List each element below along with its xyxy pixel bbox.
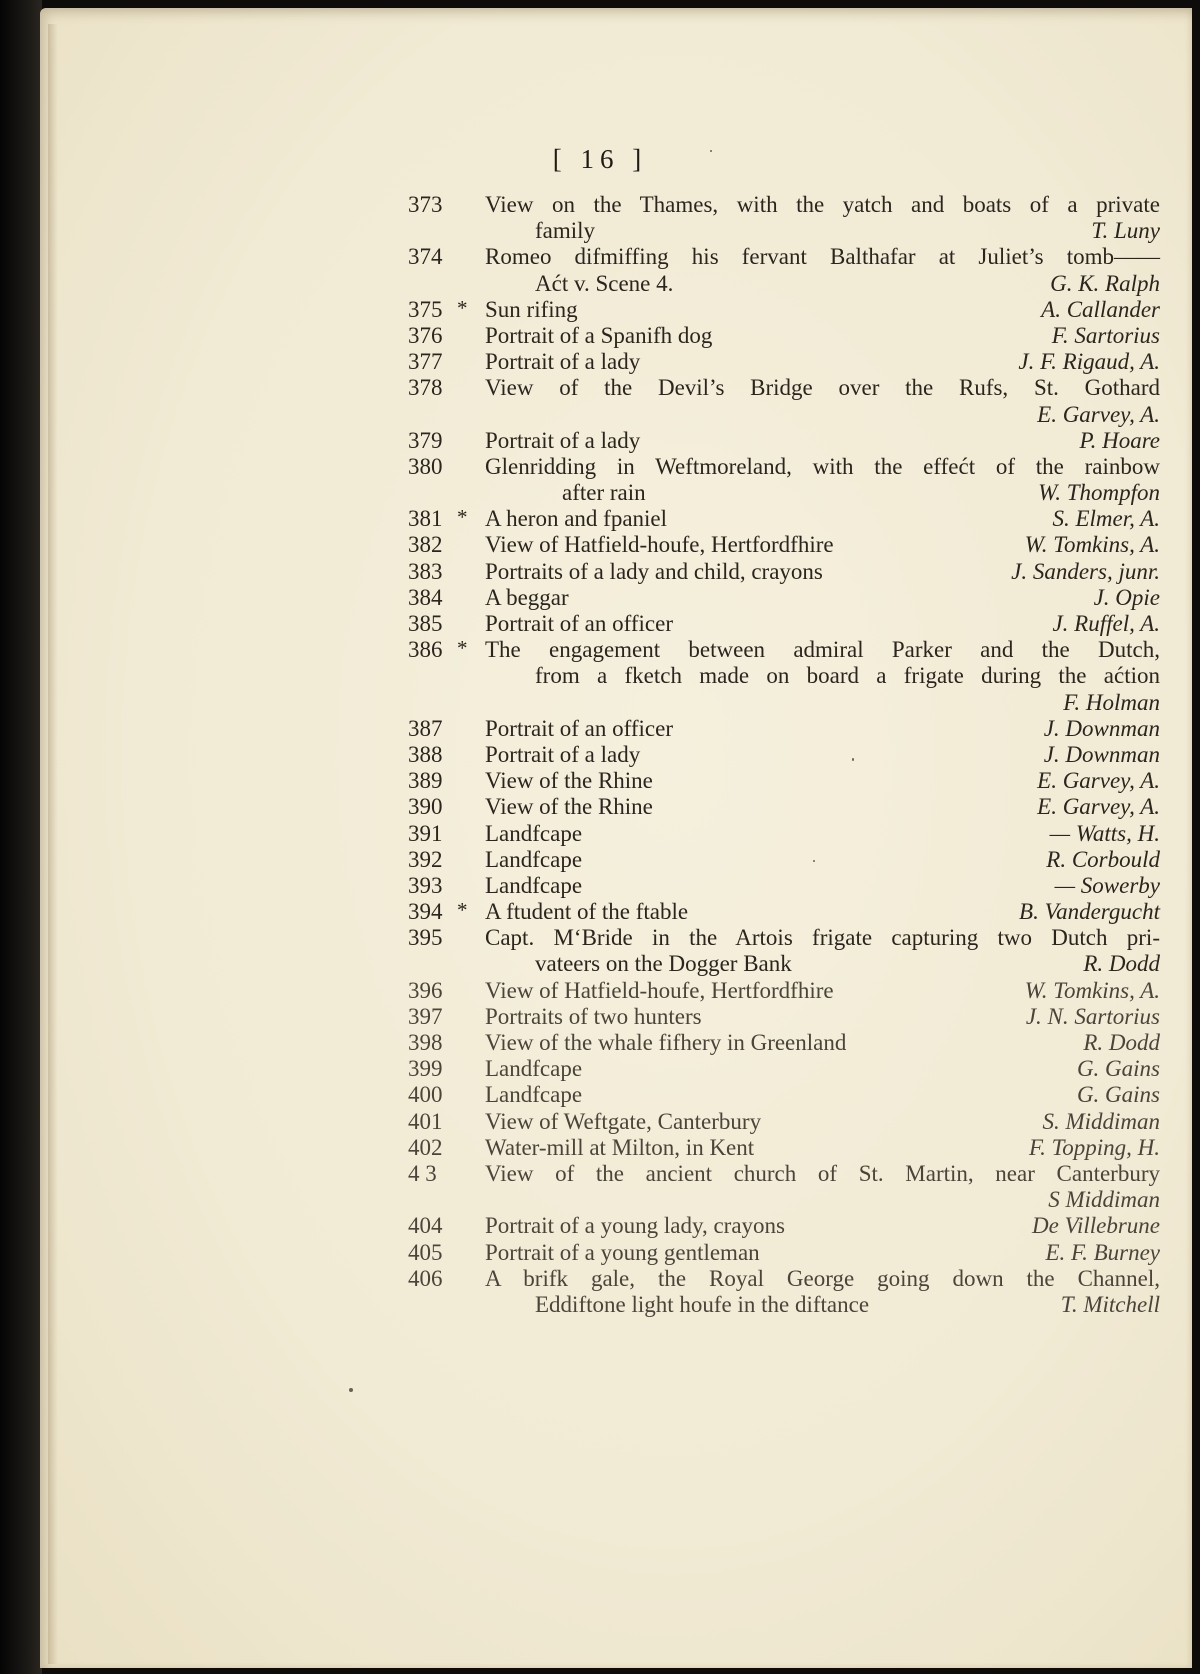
entry-number: 400 — [408, 1082, 443, 1108]
entry-title: View of the Rhine — [485, 768, 653, 794]
catalogue-entry — [400, 873, 1160, 899]
entry-number: 383 — [408, 558, 443, 584]
entry-number: 390 — [408, 794, 443, 820]
catalogue-entry — [400, 899, 1160, 925]
entry-number: 376 — [408, 322, 443, 348]
entry-artist: — Watts, H. — [1049, 820, 1160, 846]
entry-title: Portrait of a lady — [485, 427, 641, 453]
entry-artist: E. Garvey, A. — [1037, 401, 1160, 427]
exhibition-catalogue-list — [400, 192, 1160, 1318]
entry-artist: J. Ruffel, A. — [1052, 611, 1160, 636]
entry-number: 391 — [408, 820, 443, 846]
entry-artist: P. Hoare — [1079, 427, 1160, 453]
entry-artist: S. Elmer, A. — [1052, 506, 1160, 532]
entry-title: View on the Thames, with the yatch and boats of a private — [485, 192, 1160, 217]
entry-number: 398 — [408, 1030, 443, 1055]
entry-title: View of the Devil’s Bridge over the Rufs, St. Gothard — [485, 375, 1160, 401]
catalogue-entry — [400, 768, 1160, 794]
entry-title: View of Hatfield-houfe, Hertfordfhire — [485, 977, 834, 1003]
entry-number: 387 — [408, 715, 443, 741]
entry-artist: J. Opie — [1093, 584, 1160, 610]
entry-title: A beggar — [485, 584, 569, 610]
catalogue-entry — [400, 375, 1160, 427]
entry-title: Landfcape — [485, 872, 583, 898]
entry-artist: W. Thompfon — [1038, 480, 1160, 506]
entry-title: Sun rifing — [485, 296, 578, 322]
entry-title: Romeo difmiffing his fervant Balthafar at Juliet’s tomb—— — [485, 244, 1160, 270]
catalogue-entry — [400, 1056, 1160, 1082]
entry-artist: — Sowerby — [1054, 872, 1160, 898]
entry-artist: E. Garvey, A. — [1037, 768, 1160, 794]
catalogue-entry — [400, 1266, 1160, 1318]
entry-artist: R. Dodd — [1083, 951, 1160, 977]
catalogue-entry — [400, 585, 1160, 611]
new-work-asterisk: * — [457, 295, 468, 320]
entry-number: 397 — [408, 1003, 443, 1029]
catalogue-entry — [400, 1109, 1160, 1135]
entry-number: 388 — [408, 741, 443, 767]
entry-title: View of the whale fifhery in Greenland — [485, 1030, 847, 1055]
entry-title: Portrait of an officer — [485, 715, 673, 741]
entry-title-continued: family — [535, 218, 596, 244]
catalogue-entry — [400, 716, 1160, 742]
entry-artist: J. N. Sartorius — [1025, 1003, 1160, 1029]
entry-artist: J. Downman — [1043, 715, 1160, 741]
entry-title: Portrait of an officer — [485, 611, 673, 636]
entry-artist: R. Corbould — [1046, 846, 1160, 872]
entry-number: 375 — [408, 296, 443, 322]
entry-number: 402 — [408, 1134, 443, 1160]
entry-artist: F. Sartorius — [1051, 322, 1160, 348]
entry-title: Landfcape — [485, 1056, 583, 1082]
entry-artist: F. Topping, H. — [1028, 1134, 1160, 1160]
catalogue-entry — [400, 192, 1160, 244]
entry-title: A heron and fpaniel — [485, 506, 668, 532]
catalogue-entry — [400, 1135, 1160, 1161]
page-number: [ 16 ] — [552, 144, 648, 174]
catalogue-entry — [400, 1161, 1160, 1213]
catalogue-entry — [400, 794, 1160, 820]
entry-number: 4 3 — [408, 1160, 437, 1186]
catalogue-entry — [400, 637, 1160, 716]
catalogue-entry — [400, 742, 1160, 768]
catalogue-entry — [400, 1082, 1160, 1108]
catalogue-entry — [400, 428, 1160, 454]
entry-title-continued: Aćt v. Scene 4. — [535, 270, 674, 296]
entry-title: Portrait of a young lady, crayons — [485, 1213, 785, 1239]
entry-number: 394 — [408, 899, 443, 925]
entry-number: 393 — [408, 872, 443, 898]
entry-title: Water-mill at Milton, in Kent — [485, 1134, 755, 1160]
entry-number: 396 — [408, 977, 443, 1003]
entry-title: A brifk gale, the Royal George going down the Channel, — [485, 1265, 1160, 1291]
entry-artist: E. Garvey, A. — [1037, 794, 1160, 820]
entry-number: 404 — [408, 1213, 443, 1239]
entry-number: 405 — [408, 1239, 443, 1265]
entry-title-continued: Eddiftone light houfe in the diftance — [535, 1291, 870, 1317]
entry-title: Capt. M‘Bride in the Artois frigate capturing two Dutch pri- — [485, 925, 1160, 951]
entry-artist: S. Middiman — [1042, 1108, 1160, 1134]
entry-number: 389 — [408, 768, 443, 794]
entry-artist: J. F. Rigaud, A. — [1018, 349, 1160, 375]
entry-artist: W. Tomkins, A. — [1024, 532, 1160, 558]
page-gutter-shadow — [48, 24, 58, 1664]
catalogue-entry — [400, 349, 1160, 375]
entry-number: 380 — [408, 453, 443, 479]
entry-artist: F. Holman — [1063, 689, 1160, 715]
catalogue-entry — [400, 454, 1160, 506]
entry-title: Glenridding in Weftmoreland, with the effećt of the rainbow — [485, 453, 1160, 479]
entry-title: Portrait of a young gentleman — [485, 1239, 760, 1265]
catalogue-entry — [400, 506, 1160, 532]
entry-title: View of Hatfield-houfe, Hertfordfhire — [485, 532, 834, 558]
entry-artist: S Middiman — [1048, 1187, 1160, 1213]
entry-number: 406 — [408, 1265, 443, 1291]
entry-title: Portrait of a Spanifh dog — [485, 322, 713, 348]
entry-title: The engagement between admiral Parker and the Dutch, — [485, 637, 1160, 663]
entry-number: 373 — [408, 192, 443, 217]
entry-artist: R. Dodd — [1083, 1030, 1160, 1055]
entry-title: Portraits of two hunters — [485, 1003, 702, 1029]
entry-title: View of Weftgate, Canterbury — [485, 1108, 762, 1134]
catalogue-entry — [400, 1030, 1160, 1056]
entry-number: 379 — [408, 427, 443, 453]
entry-number: 401 — [408, 1108, 443, 1134]
entry-title: Landfcape — [485, 820, 583, 846]
entry-number: 374 — [408, 244, 443, 270]
catalogue-entry — [400, 978, 1160, 1004]
entry-title: Portraits of a lady and child, crayons — [485, 558, 823, 584]
entry-title: Portrait of a lady — [485, 741, 641, 767]
catalogue-entry — [400, 925, 1160, 977]
new-work-asterisk: * — [457, 636, 468, 661]
new-work-asterisk: * — [457, 505, 468, 530]
catalogue-entry — [400, 559, 1160, 585]
entry-artist: B. Vandergucht — [1019, 899, 1160, 925]
catalogue-entry — [400, 1004, 1160, 1030]
entry-title: View of the Rhine — [485, 794, 653, 820]
entry-artist: G. Gains — [1076, 1082, 1160, 1108]
catalogue-entry — [400, 847, 1160, 873]
entry-title: Portrait of a lady — [485, 349, 641, 375]
entry-artist: A. Callander — [1041, 296, 1160, 322]
entry-artist: J. Downman — [1043, 741, 1160, 767]
book-spine — [0, 0, 42, 1674]
catalogue-entry — [400, 532, 1160, 558]
entry-artist: J. Sanders, junr. — [1011, 558, 1160, 584]
entry-artist: G. Gains — [1076, 1056, 1160, 1082]
entry-number: 385 — [408, 611, 443, 636]
entry-title-continued: after rain — [562, 480, 646, 506]
entry-number: 395 — [408, 925, 443, 951]
entry-number: 377 — [408, 349, 443, 375]
entry-artist: E. F. Burney — [1045, 1239, 1160, 1265]
entry-number: 378 — [408, 375, 443, 401]
entry-artist: W. Tomkins, A. — [1024, 977, 1160, 1003]
entry-number: 399 — [408, 1056, 443, 1082]
entry-title: View of the ancient church of St. Martin, near Canterbury — [485, 1160, 1160, 1186]
catalogue-entry — [400, 821, 1160, 847]
catalogue-entry — [400, 1213, 1160, 1239]
entry-artist: G. K. Ralph — [1050, 270, 1160, 296]
entry-artist: De Villebrune — [1032, 1213, 1160, 1239]
entry-number: 381 — [408, 506, 443, 532]
entry-title: Landfcape — [485, 846, 583, 872]
entry-artist: T. Luny — [1091, 218, 1160, 244]
entry-number: 392 — [408, 846, 443, 872]
entry-title: A ftudent of the ftable — [485, 899, 689, 925]
entry-artist: T. Mitchell — [1060, 1291, 1160, 1317]
catalogue-entry — [400, 1240, 1160, 1266]
new-work-asterisk: * — [457, 898, 468, 923]
catalogue-entry — [400, 297, 1160, 323]
entry-number: 384 — [408, 584, 443, 610]
catalogue-entry — [400, 323, 1160, 349]
catalogue-entry — [400, 244, 1160, 296]
entry-title-continued: vateers on the Dogger Bank — [535, 951, 792, 977]
entry-title: Landfcape — [485, 1082, 583, 1108]
entry-number: 386 — [408, 637, 443, 663]
catalogue-entry — [400, 611, 1160, 637]
entry-title-continued: from a fketch made on board a frigate during the aćtion — [535, 663, 1160, 689]
entry-number: 382 — [408, 532, 443, 558]
